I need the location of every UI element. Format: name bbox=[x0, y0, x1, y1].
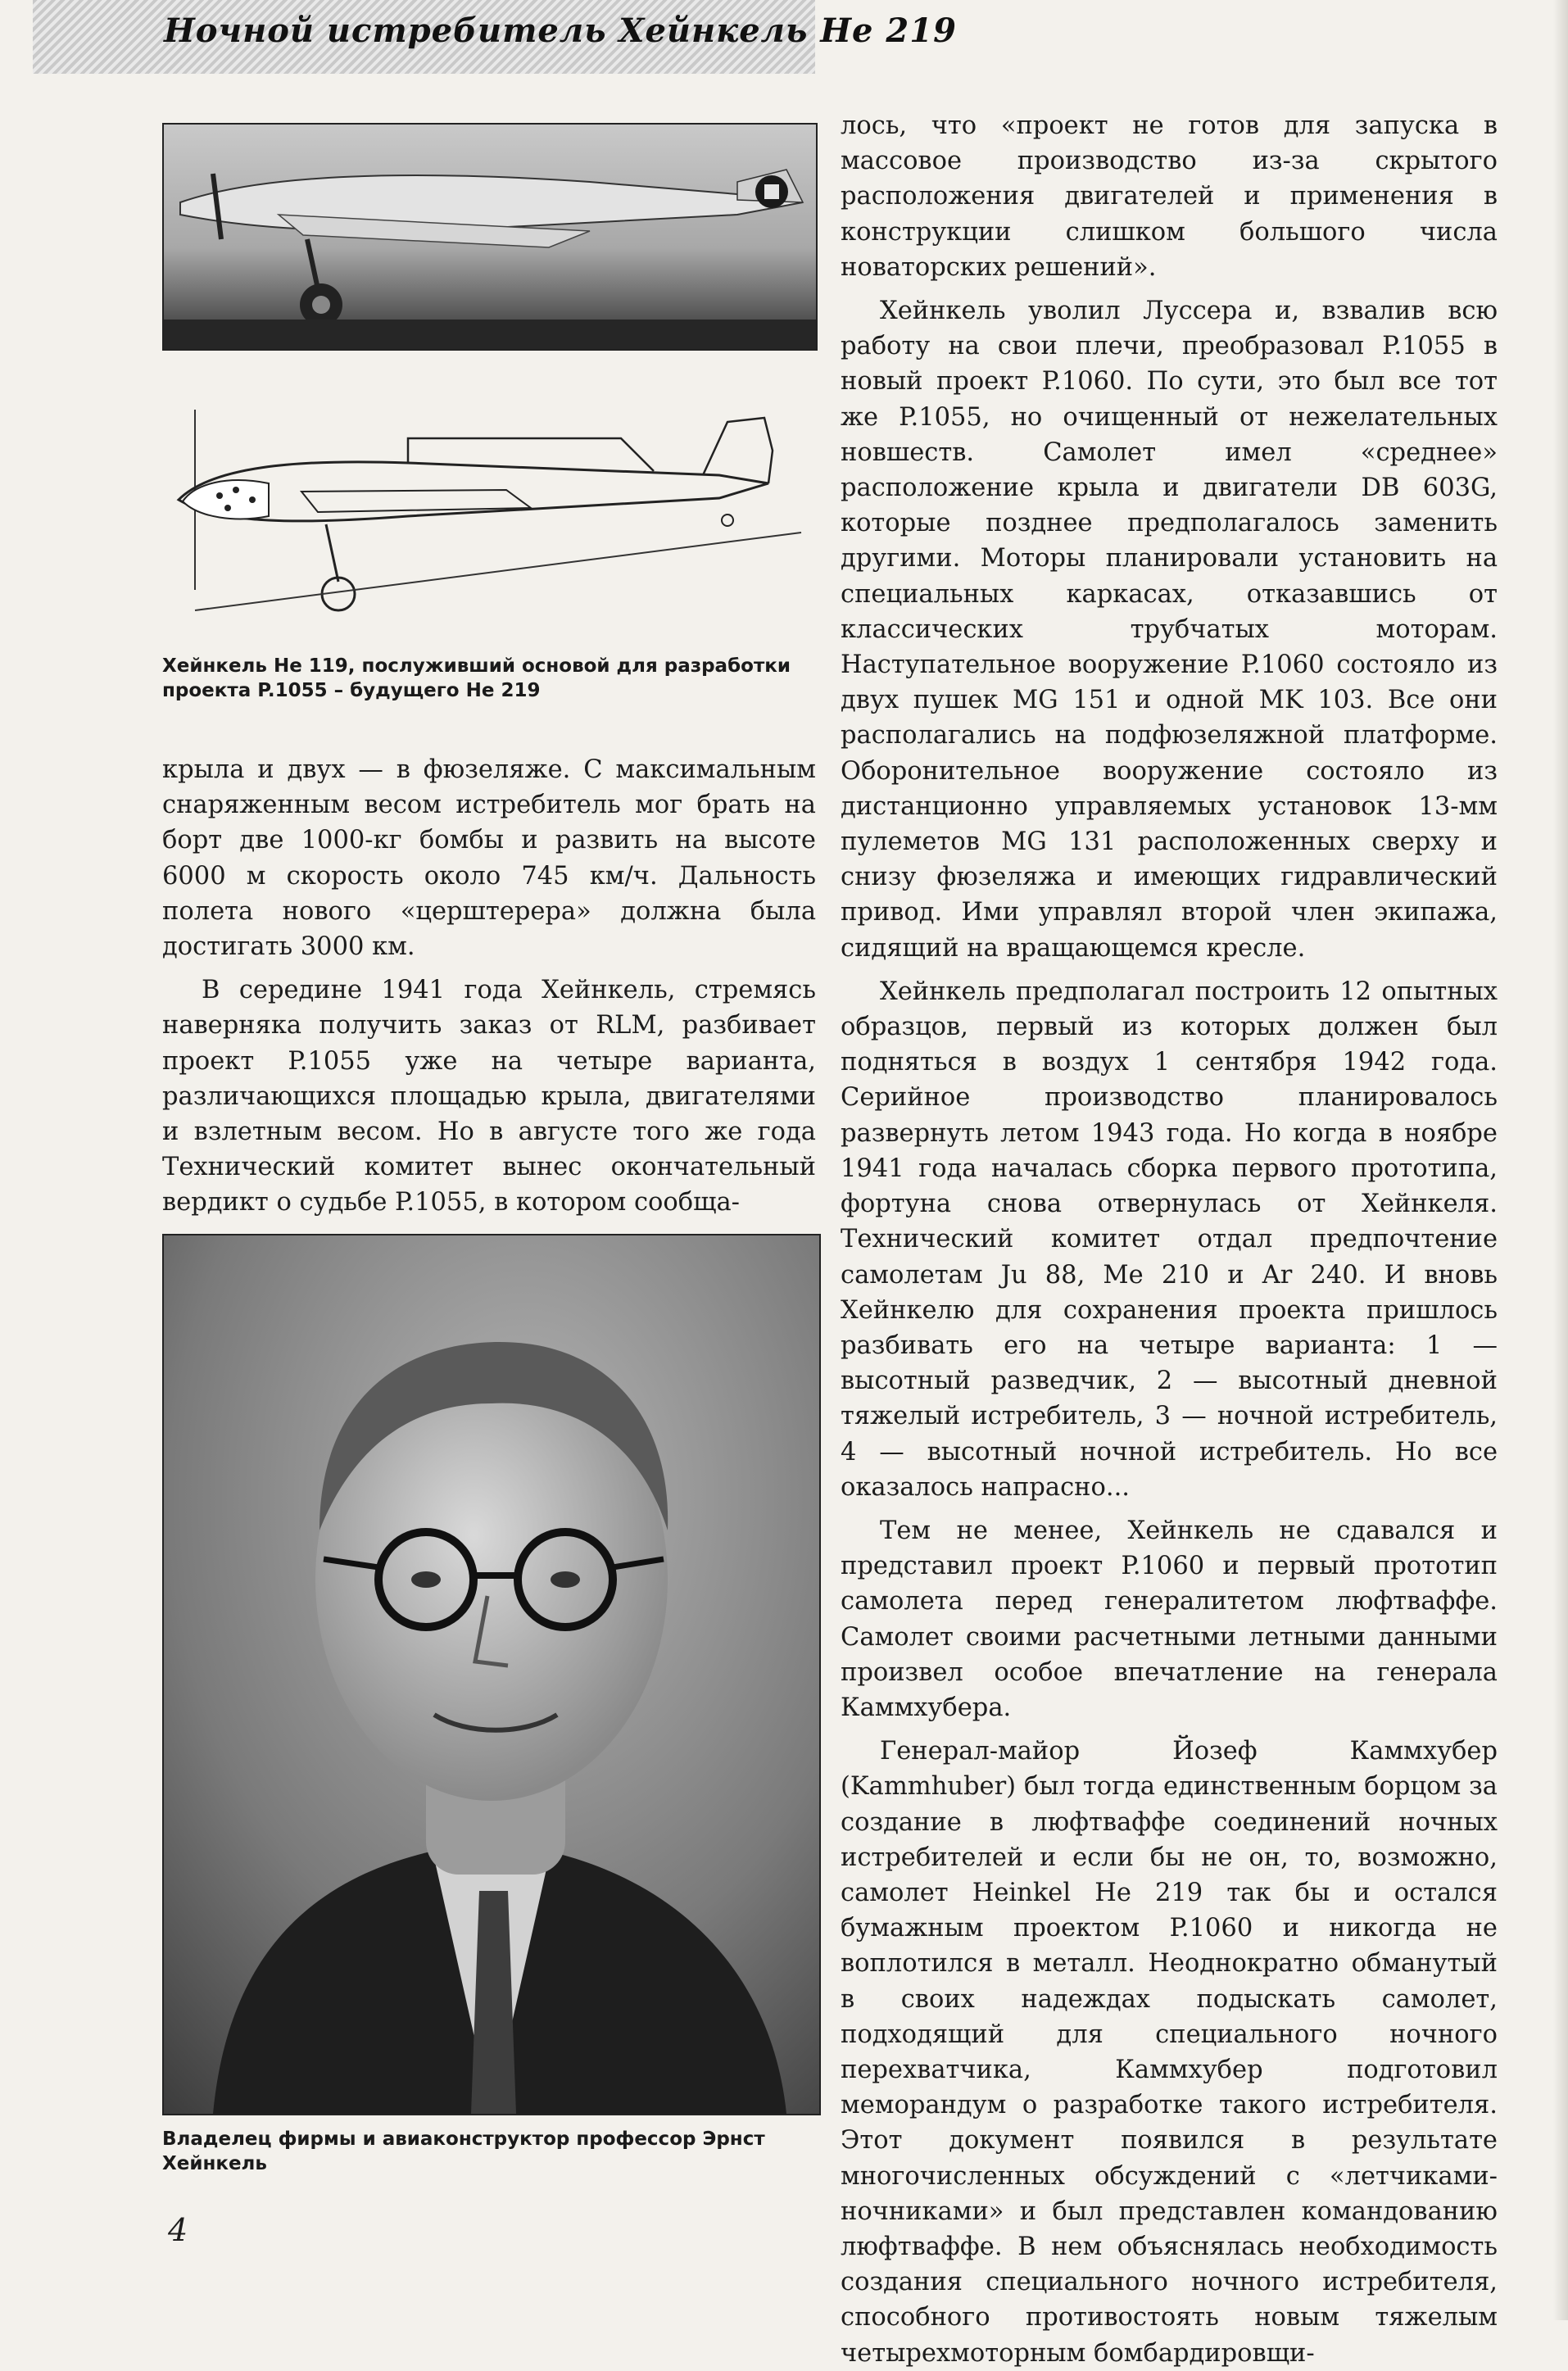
portrait-caption: Владелец фирмы и авиаконструктор профессор Эрнст Хейнкель bbox=[162, 2128, 765, 2174]
right-column-text bbox=[841, 108, 1498, 2371]
page-number: 4 bbox=[168, 2212, 188, 2248]
he119-side-view-drawing bbox=[162, 393, 814, 631]
right-paragraph-1: лось, что «проект не готов для запуска в массовое производство из-за скрытого расположения двигателей и применения в конструкции слишком большого числа новаторских решений». bbox=[841, 111, 1498, 282]
right-paragraph-2: Хейнкель уволил Луссера и, взвалив всю работу на свои плечи, преобразовал P.1055 в новый проект P.1060. По сути, это был все тот же P.1055, но очищенный от нежелательных новшеств. Самолет имел «среднее» расположение крыла и двигатели DB 603G, которые позднее предполагалось заменить другими. Моторы планировали установить на специальных каркасах, отказавшись от классических трубчатых моторам. Наступательное вооружение P.1060 состояло из двух пушек MG 151 и одной MK 103. Все они располагались на подфюзеляжной платформе. Оборонительное вооружение состояло из дистанционно управляемых установок 13-мм пулеметов MG 131 расположенных сверху и снизу фюзеляжа и имеющих гидравлический привод. Ими управлял второй член экипажа, сидящий на вращающемся кресле. bbox=[841, 297, 1498, 963]
running-header-title: Ночной истребитель Хейнкель Не 219 bbox=[164, 11, 957, 50]
page-edge-shadow bbox=[1553, 0, 1568, 2320]
left-paragraph-1: крыла и двух — в фюзеляже. С максимальным снаряженным весом истребитель мог брать на борт две 1000-кг бомбы и развить на высоте 6000 м скорость около 745 км/ч. Дальность полета нового «церштерера» должна была достигать 3000 км. bbox=[162, 755, 816, 962]
right-paragraph-5: Генерал-майор Йозеф Каммхубер (Kammhuber) был тогда единственным борцом за создание в люфтваффе соединений ночных истребителей и если бы не он, то, возможно, самолет Heinkel He 219 так бы и остался бумажным проектом P.1060 и никогда не воплотился в металл. Неоднократно обманутый в своих надеждах подыскать самолет, подходящий для специального ночного перехватчика, Каммхубер подготовил меморандум о разработке такого истребителя. Этот документ появился в результате многочисленных обсуждений с «летчиками-ночниками» и был представлен командованию люфтваффе. В нем объяснялась необходимость создания специального ночного истребителя, способного противостоять новым тяжелым четырехмоторным бомбардировщи- bbox=[841, 1737, 1498, 2368]
he119-photo bbox=[162, 123, 818, 351]
left-column-text bbox=[162, 752, 816, 1221]
ernst-heinkel-portrait bbox=[162, 1234, 821, 2115]
right-paragraph-4: Тем не менее, Хейнкель не сдавался и представил проект P.1060 и первый прототип самолета перед генералитетом люфтваффе. Самолет своими расчетными летными данными произвел особое впечатление на генерала Каммхубера. bbox=[841, 1516, 1498, 1722]
left-paragraph-2: В середине 1941 года Хейнкель, стремясь наверняка получить заказ от RLM, разбивает проект P.1055 уже на четыре варианта, различающихся площадью крыла, двигателями и взлетным весом. Но в августе того же года Технический комитет вынес окончательный вердикт о судьбе P.1055, в котором сообща- bbox=[162, 976, 816, 1217]
he119-caption: Хейнкель Не 119, послуживший основой для разработки проекта P.1055 – будущего Не 219 bbox=[162, 655, 791, 701]
right-paragraph-3: Хейнкель предполагал построить 12 опытных образцов, первый из которых должен был подняться в воздух 1 сентября 1942 года. Серийное производство планировалось развернуть летом 1943 года. Но когда в ноябре 1941 года началась сборка первого прототипа, фортуна снова отвернулась от Хейнкеля. Технический комитет отдал предпочтение самолетам Ju 88, Me 210 и Ar 240. И вновь Хейнкелю для сохранения проекта пришлось разбивать его на четыре варианта: 1 — высотный разведчик, 2 — высотный дневной тяжелый истребитель, 3 — ночной истребитель, 4 — высотный ночной истребитель. Но все оказалось напрасно... bbox=[841, 977, 1498, 1502]
